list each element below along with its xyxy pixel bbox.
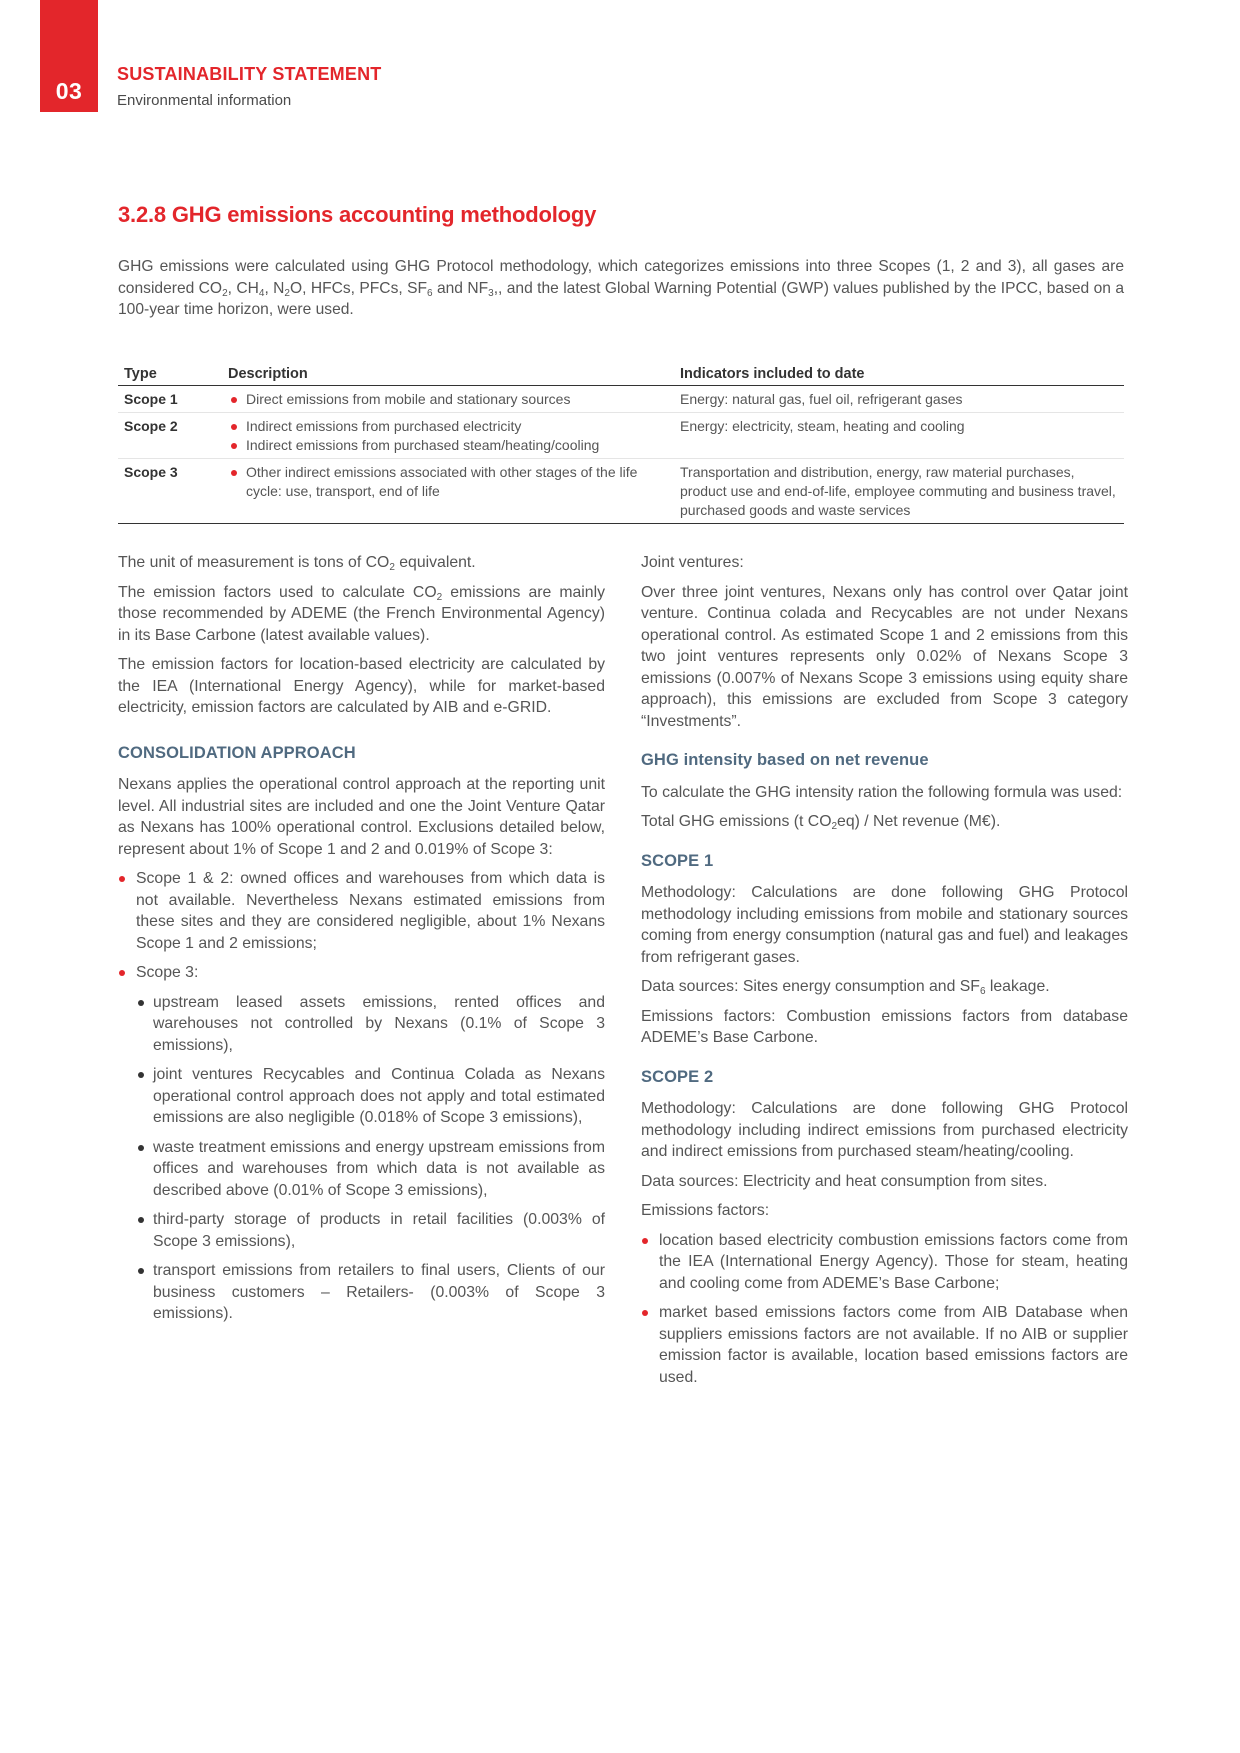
list-item: market based emissions factors come from AIB Database when suppliers emissions factors are not available. If no AIB or supplier emission factor is available, location based emissions factors are used. [641,1302,1128,1388]
list-item: joint ventures Recycables and Continua Colada as Nexans operational control approach does not apply and total estimated emissions are also negligible (0.018% of Scope 3 emissions), [136,1064,605,1129]
left-column [118,552,605,1333]
chapter-tab [40,0,98,112]
scope1-methodology: Methodology: Calculations are done following GHG Protocol methodology including emissions from mobile and stationary sources coming from energy consumption (natural gas and fuel) and leakages from refrigerant gases. [641,884,1128,966]
joint-ventures-paragraph: Over three joint ventures, Nexans only has control over Qatar joint venture. Continua colada and Recycables are not under Nexans operational control. As estimated Scope 1 and 2 emissions from this two joint ventures represents only 0.02% of Nexans Scope 3 emissions (0.007% of Nexans Scope 3 emissions using equity share approach), this emissions are excluded from Scope 3 category “Investments”. [641,583,1128,730]
location-based-paragraph: The emission factors for location-based electricity are calculated by the IEA (International Energy Agency), while for market-based electricity, emission factors are calculated by AIB and e-GRID. [118,656,605,716]
scope-description [222,386,674,413]
header-subtitle: Environmental information [117,92,292,109]
scope-type: Scope 3 [118,459,222,524]
list-item: location based electricity combustion emissions factors come from the IEA (International Energy Agency). Those for steam, heating and cooling come from ADEME’s Base Carbone; [641,1230,1128,1295]
intro-paragraph: GHG emissions were calculated using GHG Protocol methodology, which categorizes emissions into three Scopes (1, 2 and 3), all gases are considered $CO_2$, $CH_4$, $N_2O$, HFCs, PFCs, $SF_6$ and $NF_3$,, and the latest Global Warning Potential (GWP) values published by the IPCC, based on a 100-year time horizon, were used. [118,258,1125,318]
chapter-number: 03 [55,78,83,104]
intensity-formula: Total GHG emissions (t $CO_2eq$) / Net revenue (M€). [641,813,1001,832]
scope-indicators: Energy: natural gas, fuel oil, refrigerant gases [674,386,1124,413]
header-title: SUSTAINABILITY STATEMENT [117,64,382,84]
scope1-emission-factors: Emissions factors: Combustion emissions factors from database ADEME’s Base Carbone. [641,1007,1128,1046]
scope-description [222,413,674,459]
joint-ventures-label: Joint ventures: [641,554,744,571]
scope2-factors-list [641,1230,1128,1389]
description-item: Other indirect emissions associated with other stages of the life cycle: use, transport, end of life [228,463,668,501]
scope-indicators: Energy: electricity, steam, heating and cooling [674,413,1124,459]
scope2-heading: SCOPE 2 [641,1067,714,1086]
right-column [641,552,1128,1396]
scopes-table [118,364,1124,524]
table-row [118,386,1124,413]
scope1-heading: SCOPE 1 [641,851,714,870]
unit-paragraph: The unit of measurement is tons of $CO_2$ equivalent. [118,554,476,573]
scope-indicators: Transportation and distribution, energy, raw material purchases, product use and end-of-life, employee commuting and business travel, purchased goods and waste services [674,459,1124,524]
table-header-row [118,364,1124,386]
intensity-paragraph: To calculate the GHG intensity ration the following formula was used: [641,783,1123,801]
description-item: Indirect emissions from purchased electricity [228,417,668,436]
description-item: Indirect emissions from purchased steam/heating/cooling [228,436,668,455]
intensity-heading: GHG intensity based on net revenue [641,751,929,769]
list-item: upstream leased assets emissions, rented offices and warehouses not controlled by Nexans (0.1% of Scope 3 emissions), [136,992,605,1057]
scope3-exclusions-list [136,992,605,1325]
scope2-methodology: Methodology: Calculations are done following GHG Protocol methodology including indirect emissions from purchased electricity and indirect emissions from purchased steam/heating/cooling. [641,1100,1128,1160]
list-item: waste treatment emissions and energy upstream emissions from offices and warehouses from which data is not available as described above (0.01% of Scope 3 emissions), [136,1137,605,1202]
emission-factors-paragraph: The emission factors used to calculate $CO_2$ emissions are mainly those recommended by ADEME (the French Environmental Agency) in its Base Carbone (latest available values). [118,583,605,644]
table-row [118,459,1124,524]
scope3-label: Scope 3: [136,964,199,981]
list-item: Scope 1 & 2: owned offices and warehouses from which data is not available. Nevertheless Nexans estimated emissions from these sites and they are considered negligible, about 1% Nexans Scope 1 and 2 emissions; [118,868,605,954]
scope2-factors-label: Emissions factors: [641,1202,770,1219]
list-item: third-party storage of products in retail facilities (0.003% of Scope 3 emissions), [136,1209,605,1252]
scope2-data-sources: Data sources: Electricity and heat consumption from sites. [641,1172,1048,1190]
consolidation-heading: CONSOLIDATION APPROACH [118,743,356,762]
table-row [118,413,1124,459]
column-header-indicators: Indicators included to date [674,364,1124,386]
section-title: 3.2.8 GHG emissions accounting methodology [118,202,597,227]
column-header-type: Type [118,364,222,386]
scope-type: Scope 2 [118,413,222,459]
consolidation-paragraph: Nexans applies the operational control approach at the reporting unit level. All industrial sites are included and one the Joint Venture Qatar as Nexans has 100% operational control. Exclusions detailed below, represent about 1% of Scope 1 and 2 and 0.019% of Scope 3: [118,776,605,858]
description-item: Direct emissions from mobile and stationary sources [228,390,668,409]
exclusions-list [118,868,605,1325]
scope-type: Scope 1 [118,386,222,413]
scope1-data-sources: Data sources: Sites energy consumption and $SF_6$ leakage. [641,978,1050,997]
list-item: transport emissions from retailers to final users, Clients of our business customers – Retailers- (0.003% of Scope 3 emissions). [136,1260,605,1325]
column-header-description: Description [222,364,674,386]
scope-description [222,459,674,524]
list-item [118,962,605,1325]
